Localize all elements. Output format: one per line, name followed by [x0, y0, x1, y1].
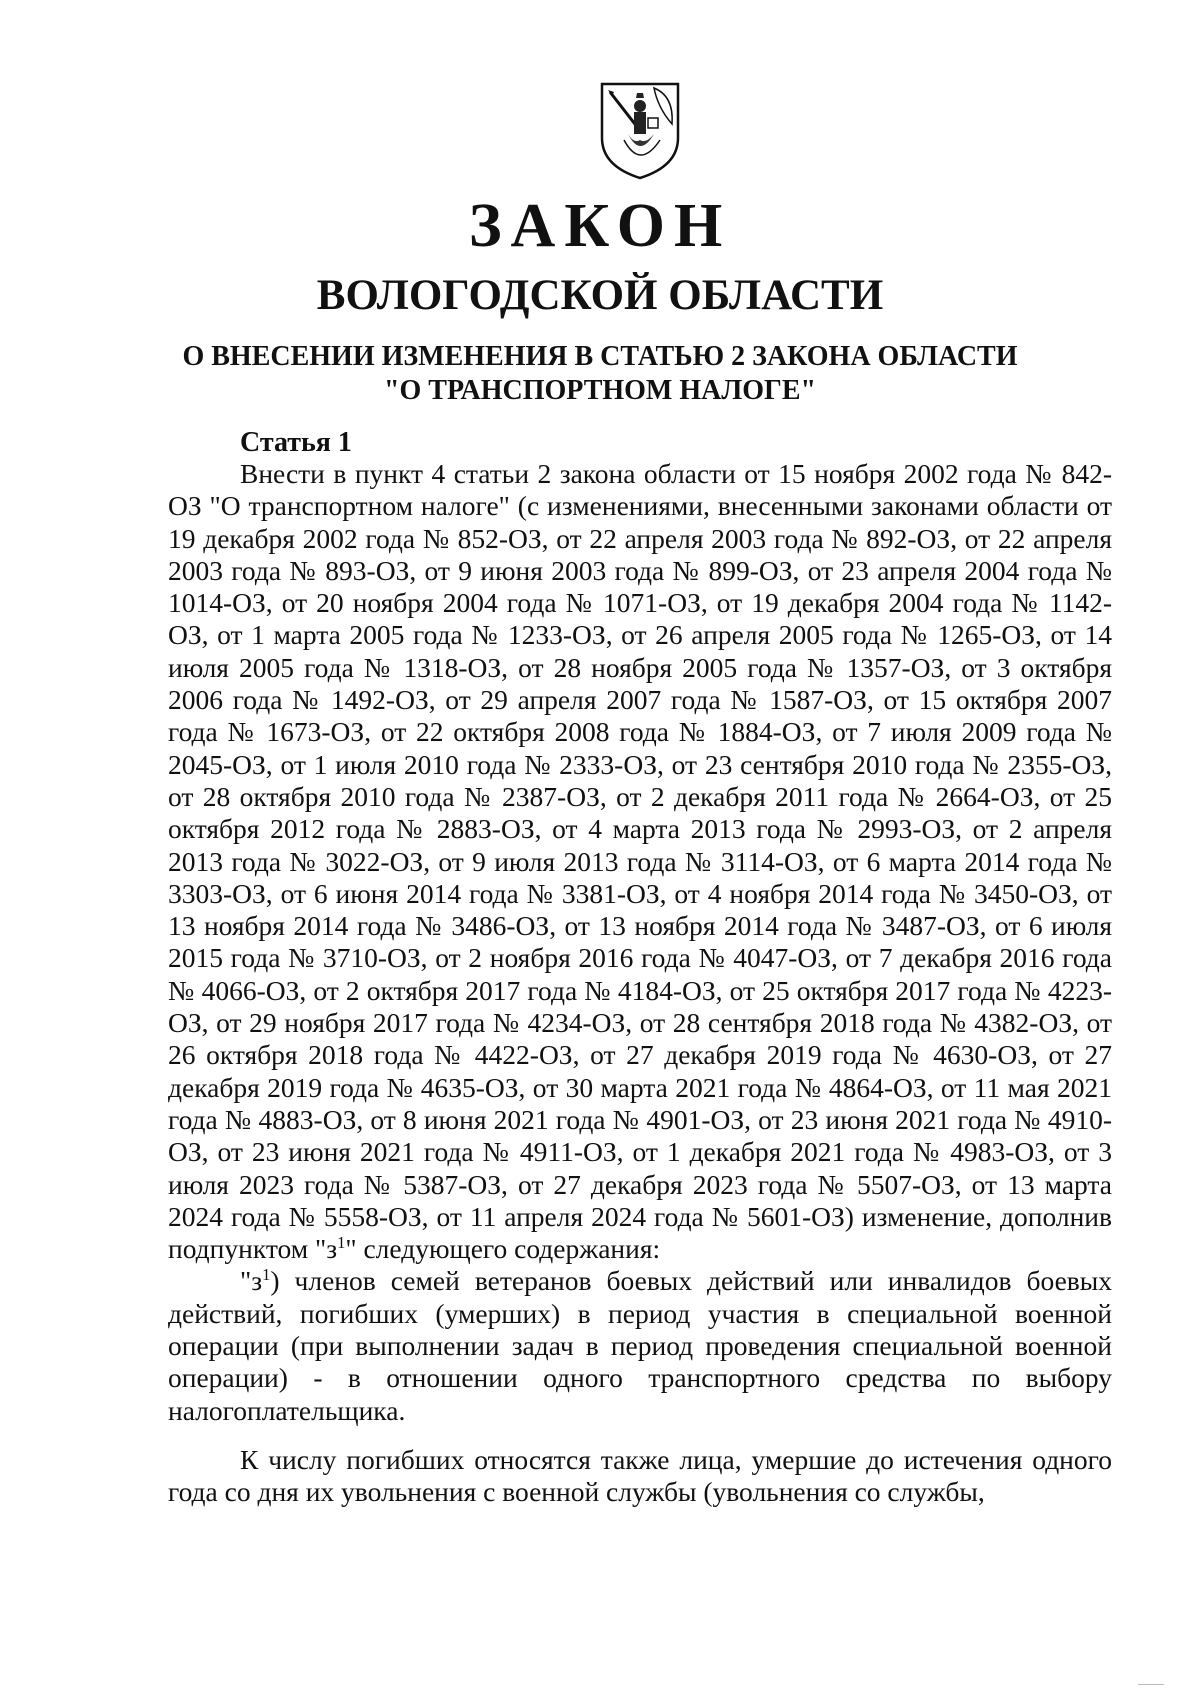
subpoint-letter-lead: "з	[240, 1265, 263, 1297]
law-subject-line-2: "О ТРАНСПОРТНОМ НАЛОГЕ"	[383, 375, 817, 406]
article-body	[168, 458, 1112, 1509]
subpoint-index-lead: 1	[262, 1265, 271, 1285]
subpoint-paragraph	[168, 1265, 1112, 1426]
deceased-definition-paragraph: К числу погибших относятся также лица, умершие до истечения одного года со дня их увольнения с военной службы (увольнения со службы,	[168, 1443, 1112, 1508]
page-footer-mark	[1138, 1684, 1164, 1695]
subpoint-letter: "з	[315, 1233, 338, 1265]
amendment-paragraph	[168, 458, 1112, 1265]
region-title: ВОЛОГОДСКОЙ ОБЛАСТИ	[316, 272, 884, 319]
law-subject	[0, 340, 1200, 408]
subpoint-text: ) членов семей ветеранов боевых действий или инвалидов боевых действий, погибших (умерших) в период участия в специальной военной операции (при выполнении задач в период проведения специальной военной операции) - в отношении одного транспортного средства по выбору налогоплательщика.	[168, 1265, 1112, 1426]
law-title: ЗАКОН	[468, 192, 732, 260]
law-subject-line-1: О ВНЕСЕНИИ ИЗМЕНЕНИЯ В СТАТЬЮ 2 ЗАКОНА ОБЛАСТИ	[182, 341, 1018, 372]
article-heading: Статья 1	[240, 427, 352, 458]
subpoint-index: 1	[337, 1232, 346, 1252]
vologda-coat-of-arms-icon	[598, 78, 682, 182]
amendment-text: Внести в пункт 4 статьи 2 закона области от 15 ноября 2002 года № 842-ОЗ "О транспортном налоге" (с изменениями, внесенными законами области от 19 декабря 2002 года № 852-ОЗ, от 22 апреля 2003 года № 892-ОЗ, от 22 апреля 2003 года № 893-ОЗ, от 9 июня 2003 года № 899-ОЗ, от 23 апреля 2004 года № 1014-ОЗ, от 20 ноября 2004 года № 1071-ОЗ, от 19 декабря 2004 года № 1142-ОЗ, от 1 марта 2005 года № 1233-ОЗ, от 26 апреля 2005 года № 1265-ОЗ, от 14 июля 2005 года № 1318-ОЗ, от 28 ноября 2005 года № 1357-ОЗ, от 3 октября 2006 года № 1492-ОЗ, от 29 апреля 2007 года № 1587-ОЗ, от 15 октября 2007 года № 1673-ОЗ, от 22 октября 2008 года № 1884-ОЗ, от 7 июля 2009 года № 2045-ОЗ, от 1 июля 2010 года № 2333-ОЗ, от 23 сентября 2010 года № 2355-ОЗ, от 28 октября 2010 года № 2387-ОЗ, от 2 декабря 2011 года № 2664-ОЗ, от 25 октября 2012 года № 2883-ОЗ, от 4 марта 2013 года № 2993-ОЗ, от 2 апреля 2013 года № 3022-ОЗ, от 9 июля 2013 года № 3114-ОЗ, от 6 марта 2014 года № 3303-ОЗ, от 6 июня 2014 года № 3381-ОЗ, от 4 ноября 2014 года № 3450-ОЗ, от 13 ноября 2014 года № 3486-ОЗ, от 13 ноября 2014 года № 3487-ОЗ, от 6 июля 2015 года № 3710-ОЗ, от 2 ноября 2016 года № 4047-ОЗ, от 7 декабря 2016 года № 4066-ОЗ, от 2 октября 2017 года № 4184-ОЗ, от 25 октября 2017 года № 4223-ОЗ, от 29 ноября 2017 года № 4234-ОЗ, от 28 сентября 2018 года № 4382-ОЗ, от 26 октября 2018 года № 4422-ОЗ, от 27 декабря 2019 года № 4630-ОЗ, от 27 декабря 2019 года № 4635-ОЗ, от 30 марта 2021 года № 4864-ОЗ, от 11 мая 2021 года № 4883-ОЗ, от 8 июня 2021 года № 4901-ОЗ, от 23 июня 2021 года № 4910-ОЗ, от 23 июня 2021 года № 4911-ОЗ, от 1 декабря 2021 года № 4983-ОЗ, от 3 июля 2023 года № 5387-ОЗ, от 27 декабря 2023 года № 5507-ОЗ, от 13 марта 2024 года № 5558-ОЗ, от 11 апреля 2024 года № 5601-ОЗ) изменение, дополнив подпунктом	[168, 458, 1112, 1265]
amendment-text-tail: " следующего содержания:	[345, 1233, 661, 1265]
